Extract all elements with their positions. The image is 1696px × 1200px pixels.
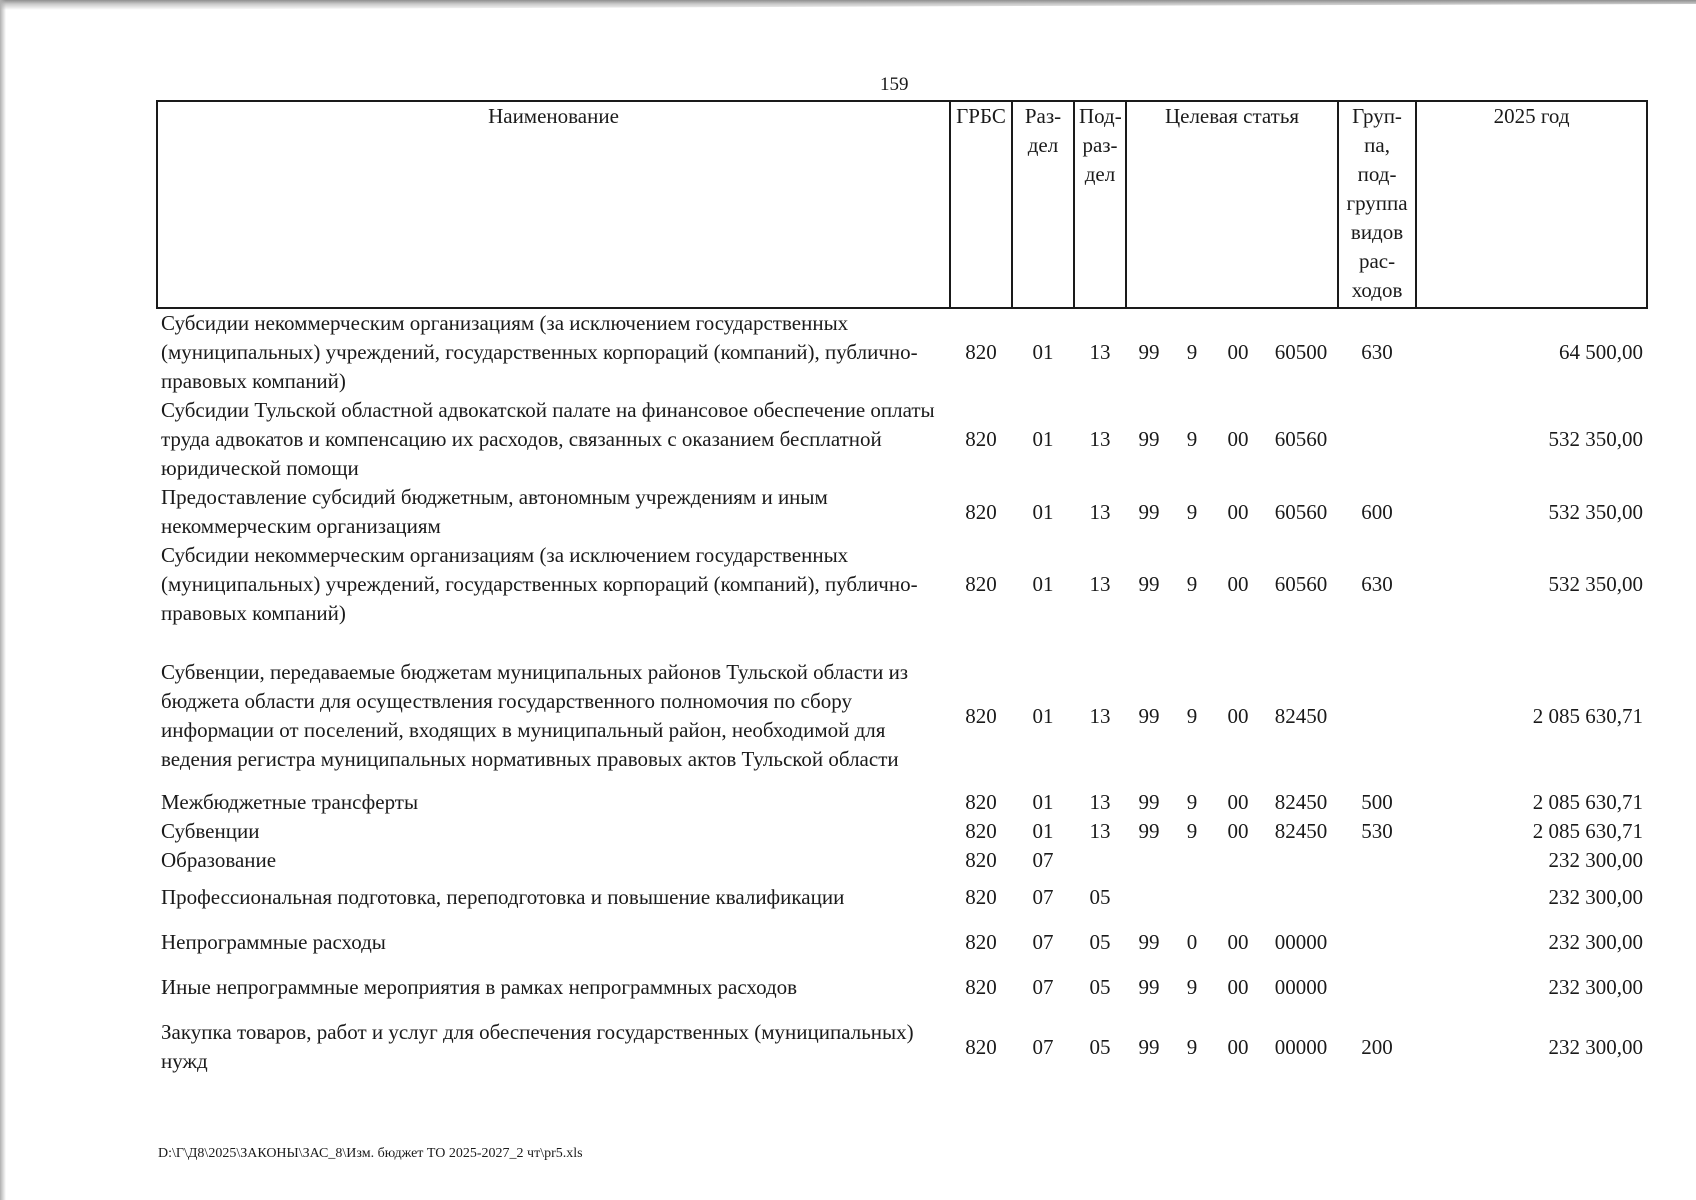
row-target-code: 00000 <box>1274 975 1328 999</box>
row-name: Предоставление субсидий бюджетным, автономным учреждениям и иным некоммерческим организациям <box>161 485 828 538</box>
header-year: 2025 год <box>1416 101 1647 308</box>
row-target-sub: 00 <box>1227 790 1249 814</box>
row-target-sub: 00 <box>1227 427 1249 451</box>
row-subsection <box>1074 846 1126 875</box>
row-section: 01 <box>1032 703 1054 728</box>
table-row <box>157 1010 1647 1084</box>
row-expense-group: 630 <box>1361 572 1393 596</box>
row-subsection: 13 <box>1089 819 1111 843</box>
row-subsection: 13 <box>1089 499 1111 524</box>
row-amount: 64 500,00 <box>1559 340 1644 364</box>
row-target-code: 82450 <box>1274 703 1328 728</box>
row-amount: 532 350,00 <box>1548 499 1644 524</box>
row-target-sub: 00 <box>1227 499 1249 524</box>
row-target-code <box>1264 875 1338 920</box>
row-target-code: 00000 <box>1274 1034 1328 1059</box>
row-target-sub: 00 <box>1227 703 1249 728</box>
row-target-type: 0 <box>1186 930 1198 954</box>
header-section: Раз- дел <box>1012 101 1074 308</box>
row-target-program <box>1126 846 1172 875</box>
row-amount: 2 085 630,71 <box>1532 790 1644 814</box>
row-amount: 2 085 630,71 <box>1532 703 1644 728</box>
row-target-code: 60500 <box>1274 340 1328 364</box>
row-subsection: 05 <box>1089 975 1111 999</box>
row-target-program: 99 <box>1138 427 1160 451</box>
row-expense-group: 500 <box>1361 790 1393 814</box>
row-grbs: 820 <box>965 1034 997 1059</box>
row-target-sub: 00 <box>1227 819 1249 843</box>
row-target-code: 60560 <box>1274 572 1328 596</box>
row-amount: 232 300,00 <box>1548 848 1644 872</box>
row-target-type: 9 <box>1186 1034 1198 1059</box>
row-grbs: 820 <box>965 572 997 596</box>
row-subsection: 13 <box>1089 427 1111 451</box>
row-target-code: 00000 <box>1274 930 1328 954</box>
row-target-program: 99 <box>1138 930 1160 954</box>
row-name: Субвенции <box>161 819 260 843</box>
row-grbs: 820 <box>965 848 997 872</box>
row-name: Субсидии некоммерческим организациям (за исключением государственных (муниципальных) учреждений, государственных корпораций (компаний), публично-правовых компаний) <box>161 543 918 625</box>
row-section: 01 <box>1032 790 1054 814</box>
header-grbs: ГРБС <box>950 101 1012 308</box>
row-amount: 532 350,00 <box>1548 572 1644 596</box>
row-section: 01 <box>1032 819 1054 843</box>
table-row <box>157 396 1647 483</box>
row-target-program: 99 <box>1138 340 1160 364</box>
row-target-code: 60560 <box>1274 427 1328 451</box>
row-target-code: 60560 <box>1274 499 1328 524</box>
row-expense-group: 530 <box>1361 819 1393 843</box>
header-target-article: Целевая статья <box>1126 101 1338 308</box>
row-target-type: 9 <box>1186 790 1198 814</box>
row-target-sub: 00 <box>1227 975 1249 999</box>
row-grbs: 820 <box>965 790 997 814</box>
row-target-program: 99 <box>1138 819 1160 843</box>
row-target-program <box>1126 875 1172 920</box>
row-section: 07 <box>1032 1034 1054 1059</box>
row-grbs: 820 <box>965 819 997 843</box>
row-target-program: 99 <box>1138 1034 1160 1059</box>
row-section: 07 <box>1032 885 1054 909</box>
row-amount: 2 085 630,71 <box>1532 819 1644 843</box>
row-section: 07 <box>1032 975 1054 999</box>
row-subsection: 13 <box>1089 340 1111 364</box>
row-amount: 532 350,00 <box>1548 427 1644 451</box>
row-name: Закупка товаров, работ и услуг для обеспечения государственных (муниципальных) нужд <box>161 1020 914 1073</box>
row-subsection: 13 <box>1089 572 1111 596</box>
row-target-type <box>1172 846 1212 875</box>
row-target-sub: 00 <box>1227 1034 1249 1059</box>
header-name: Наименование <box>157 101 950 308</box>
row-target-sub: 00 <box>1227 340 1249 364</box>
row-grbs: 820 <box>965 703 997 728</box>
table-row <box>157 308 1647 396</box>
table-row <box>157 817 1647 846</box>
table-row <box>157 642 1647 788</box>
row-target-sub: 00 <box>1227 572 1249 596</box>
scan-edge-top <box>0 0 1696 10</box>
row-target-program: 99 <box>1138 790 1160 814</box>
row-expense-group <box>1338 965 1416 1010</box>
row-amount: 232 300,00 <box>1548 885 1644 909</box>
scan-edge-left <box>0 0 6 1200</box>
row-grbs: 820 <box>965 885 997 909</box>
row-target-type: 9 <box>1186 572 1198 596</box>
row-target-type: 9 <box>1186 975 1198 999</box>
row-grbs: 820 <box>965 975 997 999</box>
row-expense-group <box>1338 396 1416 483</box>
footer-file-path: D:\Г\Д8\2025\ЗАКОНЫ\ЗАС_8\Изм. бюджет ТО 2025-2027_2 чт\pr5.xls <box>158 1146 583 1161</box>
row-section: 01 <box>1032 340 1054 364</box>
row-section: 01 <box>1032 427 1054 451</box>
row-target-type: 9 <box>1186 427 1198 451</box>
row-name: Субвенции, передаваемые бюджетам муниципальных районов Тульской области из бюджета области для осуществления государственного полномочия по сбору информации от поселений, входящих в муниципальный район, необходимой для ведения регистра муниципальных нормативных правовых актов Тульской области <box>161 660 909 771</box>
row-name: Иные непрограммные мероприятия в рамках непрограммных расходов <box>161 975 798 999</box>
table-row <box>157 965 1647 1010</box>
row-name: Непрограммные расходы <box>161 930 386 954</box>
row-amount: 232 300,00 <box>1548 930 1644 954</box>
row-target-type: 9 <box>1186 703 1198 728</box>
row-expense-group: 200 <box>1361 1034 1393 1059</box>
row-expense-group <box>1338 846 1416 875</box>
row-target-code: 82450 <box>1274 819 1328 843</box>
row-subsection: 13 <box>1089 703 1111 728</box>
row-target-sub: 00 <box>1227 930 1249 954</box>
table-row <box>157 846 1647 875</box>
row-target-program: 99 <box>1138 499 1160 524</box>
table-row <box>157 920 1647 965</box>
row-name: Образование <box>161 848 277 872</box>
row-expense-group <box>1338 920 1416 965</box>
row-target-sub <box>1212 875 1264 920</box>
row-name: Профессиональная подготовка, переподготовка и повышение квалификации <box>161 885 845 909</box>
row-expense-group <box>1338 642 1416 788</box>
row-section: 07 <box>1032 848 1054 872</box>
row-grbs: 820 <box>965 499 997 524</box>
table-row <box>157 541 1647 642</box>
row-target-program: 99 <box>1138 703 1160 728</box>
row-target-type: 9 <box>1186 819 1198 843</box>
table-header-row <box>157 101 1647 308</box>
row-target-type: 9 <box>1186 340 1198 364</box>
row-subsection: 05 <box>1089 930 1111 954</box>
row-target-program: 99 <box>1138 975 1160 999</box>
row-target-code <box>1264 846 1338 875</box>
row-amount: 232 300,00 <box>1548 975 1644 999</box>
row-grbs: 820 <box>965 930 997 954</box>
row-section: 01 <box>1032 572 1054 596</box>
row-expense-group <box>1338 875 1416 920</box>
row-target-type <box>1172 875 1212 920</box>
row-expense-group: 600 <box>1361 499 1393 524</box>
row-target-sub <box>1212 846 1264 875</box>
row-amount: 232 300,00 <box>1548 1034 1644 1059</box>
table-row <box>157 788 1647 817</box>
row-name: Субсидии некоммерческим организациям (за исключением государственных (муниципальных) учреждений, государственных корпораций (компаний), публично-правовых компаний) <box>161 311 918 393</box>
table-body <box>157 308 1647 1084</box>
row-target-type: 9 <box>1186 499 1198 524</box>
header-subsection: Под- раз- дел <box>1074 101 1126 308</box>
row-grbs: 820 <box>965 427 997 451</box>
budget-table <box>156 100 1648 1084</box>
header-expense-group: Груп- па, под- группа видов рас- ходов <box>1338 101 1416 308</box>
page-number: 159 <box>880 74 909 95</box>
row-target-program: 99 <box>1138 572 1160 596</box>
row-section: 01 <box>1032 499 1054 524</box>
row-subsection: 13 <box>1089 790 1111 814</box>
row-subsection: 05 <box>1089 1034 1111 1059</box>
row-name: Субсидии Тульской областной адвокатской палате на финансовое обеспечение оплаты труда адвокатов и компенсацию их расходов, связанных с оказанием бесплатной юридической помощи <box>161 398 935 480</box>
row-expense-group: 630 <box>1361 340 1393 364</box>
table-row <box>157 483 1647 541</box>
row-name: Межбюджетные трансферты <box>161 790 419 814</box>
row-target-code: 82450 <box>1274 790 1328 814</box>
row-subsection: 05 <box>1089 885 1111 909</box>
table-row <box>157 875 1647 920</box>
row-section: 07 <box>1032 930 1054 954</box>
row-grbs: 820 <box>965 340 997 364</box>
